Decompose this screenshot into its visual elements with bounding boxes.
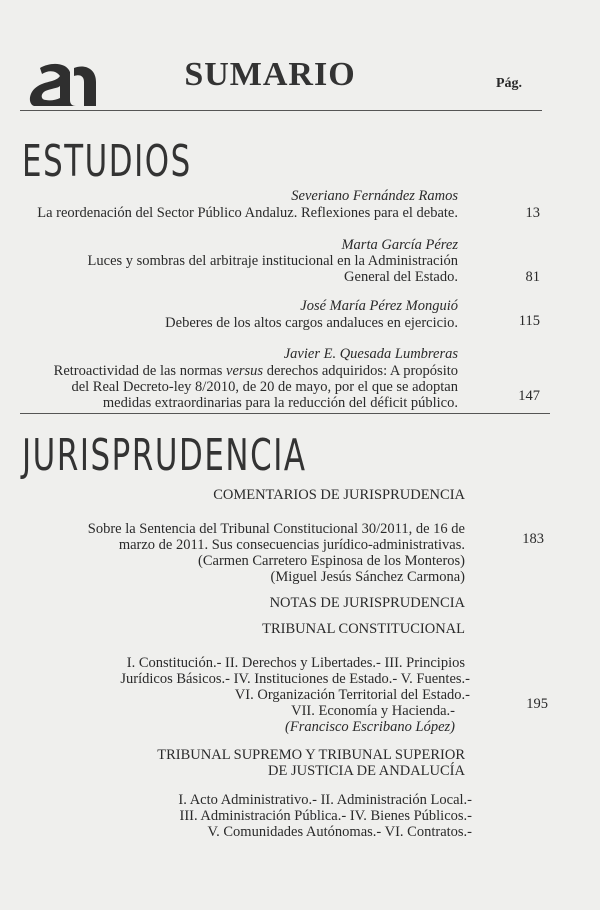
page-title: SUMARIO bbox=[184, 56, 356, 93]
section-heading-estudios: ESTUDIOS bbox=[22, 136, 192, 187]
subsection-title: TRIBUNAL SUPREMO Y TRIBUNAL SUPERIOR bbox=[157, 747, 465, 763]
entry-title: medidas extraordinarias para la reducción del déficit público. bbox=[102, 395, 458, 411]
entry-title: Jurídicos Básicos.- IV. Instituciones de Estado.- V. Fuentes.- bbox=[120, 671, 470, 687]
entry-title: marzo de 2011. Sus consecuencias jurídico-administrativas. bbox=[118, 537, 465, 553]
entry-title: III. Administración Pública.- IV. Bienes Públicos.- bbox=[179, 808, 472, 824]
entry-title: VI. Organización Territorial del Estado.- bbox=[234, 687, 470, 703]
entry-title: Deberes de los altos cargos andaluces en ejercicio. bbox=[165, 315, 458, 331]
entry-page: 195 bbox=[526, 696, 548, 712]
entry-title: Luces y sombras del arbitraje institucional en la Administración bbox=[87, 253, 458, 269]
subsection-title: COMENTARIOS DE JURISPRUDENCIA bbox=[213, 487, 465, 503]
title-italic-text: versus bbox=[226, 363, 264, 379]
entry-author: Javier E. Quesada Lumbreras bbox=[283, 346, 458, 362]
header-rule bbox=[20, 110, 542, 111]
entry-page: 183 bbox=[522, 531, 544, 547]
entry-page: 147 bbox=[518, 388, 540, 404]
title-text: Retroactividad de las normas bbox=[53, 363, 227, 379]
entry-title: V. Comunidades Autónomas.- VI. Contratos.- bbox=[207, 824, 472, 840]
subsection-title: TRIBUNAL CONSTITUCIONAL bbox=[262, 621, 465, 637]
entry-page: 115 bbox=[518, 313, 540, 329]
entry-title: del Real Decreto-ley 8/2010, de 20 de mayo, por el que se adoptan bbox=[71, 379, 458, 395]
section-rule bbox=[20, 413, 550, 414]
entry-author: (Francisco Escribano López) bbox=[285, 719, 455, 735]
entry-title: Sobre la Sentencia del Tribunal Constitucional 30/2011, de 16 de bbox=[87, 521, 465, 537]
entry-author: (Carmen Carretero Espinosa de los Monteros) bbox=[198, 553, 465, 569]
entry-page: 81 bbox=[525, 269, 540, 285]
entry-author: (Miguel Jesús Sánchez Carmona) bbox=[270, 569, 465, 585]
subsection-title: DE JUSTICIA DE ANDALUCÍA bbox=[268, 763, 465, 779]
title-text: derechos adquiridos: A propósito bbox=[263, 363, 458, 379]
entry-title: I. Constitución.- II. Derechos y Libertades.- III. Principios bbox=[126, 655, 465, 671]
entry-title: I. Acto Administrativo.- II. Administración Local.- bbox=[178, 792, 472, 808]
entry-author: José María Pérez Monguió bbox=[300, 298, 458, 314]
section-heading-jurisprudencia: JURISPRUDENCIA bbox=[22, 430, 307, 481]
entry-author: Severiano Fernández Ramos bbox=[291, 188, 458, 204]
entry-author: Marta García Pérez bbox=[341, 237, 458, 253]
page-column-label: Pág. bbox=[496, 76, 523, 91]
entry-title: VII. Economía y Hacienda.- bbox=[291, 703, 455, 719]
entry-title: General del Estado. bbox=[344, 269, 458, 285]
entry-title bbox=[54, 363, 458, 380]
entry-title: La reordenación del Sector Público Andaluz. Reflexiones para el debate. bbox=[37, 205, 458, 221]
subsection-title: NOTAS DE JURISPRUDENCIA bbox=[269, 595, 465, 611]
entry-page: 13 bbox=[525, 205, 540, 221]
